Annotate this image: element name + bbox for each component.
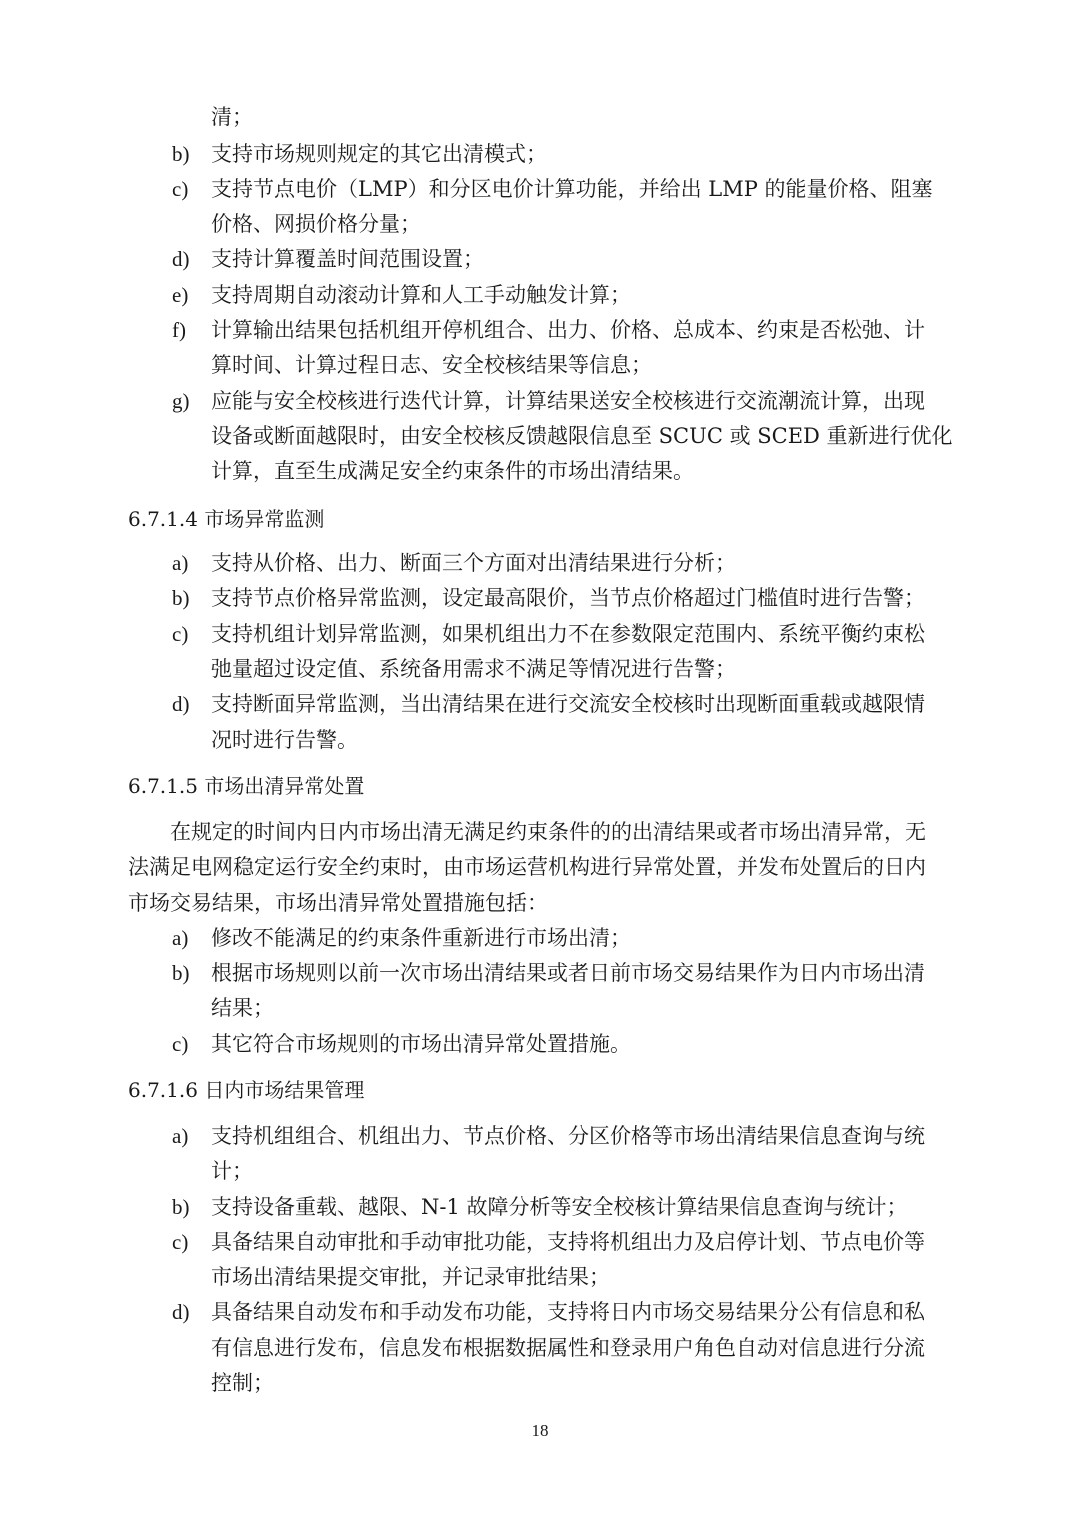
paragraph-line: 法满足电网稳定运行安全约束时，由市场运营机构进行异常处置，并发布处置后的日内 — [128, 855, 926, 879]
list-item-text: 具备结果自动审批和手动审批功能，支持将机组出力及启停计划、节点电价等 — [211, 1230, 925, 1254]
list-item-label: d) — [172, 1300, 190, 1324]
list-item-label: b) — [172, 961, 190, 985]
list-item-text: 计； — [211, 1159, 253, 1183]
section-heading: 6.7.1.5 市场出清异常处置 — [128, 774, 365, 798]
list-item-text: 设备或断面越限时，由安全校核反馈越限信息至 SCUC 或 SCED 重新进行优化 — [211, 424, 953, 448]
list-item-text: 结果； — [211, 996, 274, 1020]
list-item-label: e) — [172, 283, 189, 307]
page-number: 18 — [531, 1421, 549, 1440]
list-item-label: c) — [172, 622, 189, 646]
list-item-label: a) — [172, 551, 189, 575]
list-item-text: 有信息进行发布，信息发布根据数据属性和登录用户角色自动对信息进行分流 — [211, 1336, 925, 1360]
list-item-text: 支持机组组合、机组出力、节点价格、分区价格等市场出清结果信息查询与统 — [211, 1124, 925, 1148]
list-item-text: 支持市场规则规定的其它出清模式； — [211, 142, 547, 166]
paragraph-line: 市场交易结果，市场出清异常处置措施包括： — [128, 891, 548, 915]
list-item-text: 计算输出结果包括机组开停机组合、出力、价格、总成本、约束是否松弛、计 — [211, 318, 925, 342]
list-item-text: 支持周期自动滚动计算和人工手动触发计算； — [211, 283, 631, 307]
list-item-label: c) — [172, 1032, 189, 1056]
list-item-text: 支持从价格、出力、断面三个方面对出清结果进行分析； — [211, 551, 736, 575]
list-item-label: b) — [172, 586, 190, 610]
list-item-text: 况时进行告警。 — [211, 728, 358, 752]
list-item-text: 弛量超过设定值、系统备用需求不满足等情况进行告警； — [211, 657, 736, 681]
list-item-text: 根据市场规则以前一次市场出清结果或者日前市场交易结果作为日内市场出清 — [211, 961, 925, 985]
list-item-text: 支持节点价格异常监测，设定最高限价，当节点价格超过门槛值时进行告警； — [211, 586, 925, 610]
list-item-label: a) — [172, 926, 189, 950]
list-item-text: 市场出清结果提交审批，并记录审批结果； — [211, 1265, 610, 1289]
list-item-label: c) — [172, 1230, 189, 1254]
list-item-label: d) — [172, 692, 190, 716]
section-heading: 6.7.1.4 市场异常监测 — [128, 507, 325, 531]
list-item-label: a) — [172, 1124, 189, 1148]
list-item-continuation: 清； — [211, 105, 253, 129]
list-item-label: b) — [172, 142, 190, 166]
list-item-text: 其它符合市场规则的市场出清异常处置措施。 — [211, 1032, 631, 1056]
paragraph-line: 在规定的时间内日内市场出清无满足约束条件的的出清结果或者市场出清异常，无 — [170, 820, 926, 844]
list-item-text: 支持断面异常监测，当出清结果在进行交流安全校核时出现断面重载或越限情 — [211, 692, 925, 716]
list-item-text: 具备结果自动发布和手动发布功能，支持将日内市场交易结果分公有信息和私 — [211, 1300, 925, 1324]
list-item-text: 应能与安全校核进行迭代计算，计算结果送安全校核进行交流潮流计算，出现 — [211, 389, 925, 413]
list-item-text: 计算，直至生成满足安全约束条件的市场出清结果。 — [211, 459, 694, 483]
list-item-text: 支持设备重载、越限、N-1 故障分析等安全校核计算结果信息查询与统计； — [211, 1195, 908, 1219]
list-item-text: 支持计算覆盖时间范围设置； — [211, 247, 484, 271]
list-item-label: d) — [172, 247, 190, 271]
list-item-label: f) — [172, 318, 186, 342]
list-item-text: 价格、网损价格分量； — [211, 212, 421, 236]
list-item-label: c) — [172, 177, 189, 201]
section-heading: 6.7.1.6 日内市场结果管理 — [128, 1078, 365, 1102]
list-item-text: 控制； — [211, 1371, 274, 1395]
list-item-text: 算时间、计算过程日志、安全校核结果等信息； — [211, 353, 652, 377]
list-item-label: b) — [172, 1195, 190, 1219]
list-item-text: 修改不能满足的约束条件重新进行市场出清； — [211, 926, 631, 950]
list-item-text: 支持节点电价（LMP）和分区电价计算功能，并给出 LMP 的能量价格、阻塞 — [211, 177, 933, 201]
list-item-label: g) — [172, 389, 190, 413]
list-item-text: 支持机组计划异常监测，如果机组出力不在参数限定范围内、系统平衡约束松 — [211, 622, 925, 646]
